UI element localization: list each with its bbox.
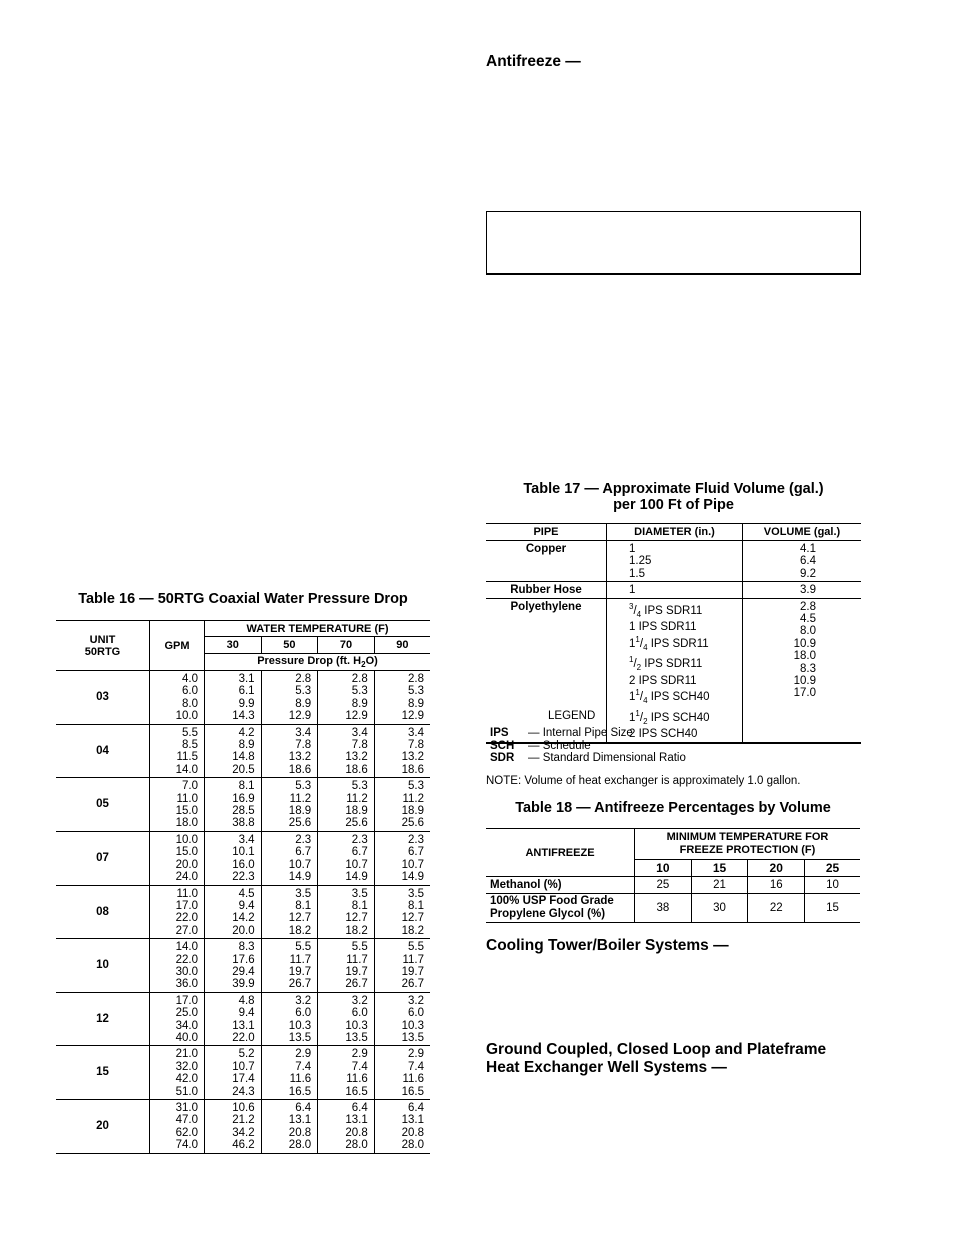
t30-cell: 4.5 9.4 14.2 20.0	[205, 885, 262, 939]
copper-volumes: 4.1 6.4 9.2	[743, 541, 862, 582]
temp-25-header: 25	[805, 860, 860, 877]
t50-cell: 2.8 5.3 8.9 12.9	[261, 671, 318, 725]
t50-cell: 3.2 6.0 10.3 13.5	[261, 992, 318, 1046]
temp-15-header: 15	[691, 860, 748, 877]
t30-cell: 3.1 6.1 9.9 14.3	[205, 671, 262, 725]
table-row	[56, 724, 430, 778]
rubber-diameter: 1	[607, 582, 743, 598]
temp-90-header: 90	[374, 637, 430, 654]
temp-70-header: 70	[318, 637, 375, 654]
table-row	[56, 1100, 430, 1154]
t70-cell: 5.3 11.2 18.9 25.6	[318, 778, 375, 832]
volume-header: VOLUME (gal.)	[743, 524, 862, 541]
t50-cell: 2.9 7.4 11.6 16.5	[261, 1046, 318, 1100]
gpm-cell: 17.0 25.0 34.0 40.0	[150, 992, 205, 1046]
unit-cell: 04	[96, 744, 109, 757]
t90-cell: 5.3 11.2 18.9 25.6	[374, 778, 430, 832]
t90-cell: 2.3 6.7 10.7 14.9	[374, 831, 430, 885]
t70-cell: 6.4 13.1 20.8 28.0	[318, 1100, 375, 1154]
unit-cell: 20	[96, 1120, 109, 1133]
t50-cell: 5.3 11.2 18.9 25.6	[261, 778, 318, 832]
table16-title: Table 16 — 50RTG Coaxial Water Pressure Drop	[78, 591, 408, 607]
table17-note: NOTE: Volume of heat exchanger is approximately 1.0 gallon.	[486, 775, 801, 787]
table18-antifreeze	[486, 828, 860, 923]
methanol-label: Methanol (%)	[490, 879, 562, 891]
table-row	[486, 894, 860, 923]
t30-cell: 4.8 9.4 13.1 22.0	[205, 992, 262, 1046]
gpm-cell: 11.0 17.0 22.0 27.0	[150, 885, 205, 939]
gpm-cell: 7.0 11.0 15.0 18.0	[150, 778, 205, 832]
unit-header: UNIT 50RTG	[84, 633, 121, 658]
table17-fluid-volume	[486, 523, 861, 744]
t50-cell: 5.5 11.7 19.7 26.7	[261, 939, 318, 993]
poly-diameters: $^3/_4$ IPS SDR11 1 IPS SDR11 $1^1/_4$ IPS SDR11 $^1/_2$ IPS SDR11 2 IPS SDR11 $1^1/_4$ IPS SCH40 $1^1/_2$ IPS SCH40 2 IPS SCH40	[607, 598, 743, 742]
methanol-20: 16	[748, 877, 805, 894]
t70-cell: 3.4 7.8 13.2 18.6	[318, 724, 375, 778]
heading-ground-coupled: Ground Coupled, Closed Loop and Plateframe Heat Exchanger Well Systems —	[486, 1041, 827, 1076]
pipe-header: PIPE	[533, 526, 559, 538]
gpm-cell: 10.0 15.0 20.0 24.0	[150, 831, 205, 885]
pipe-polyethylene: Polyethylene	[510, 600, 582, 613]
table-row	[56, 1046, 430, 1100]
temp-10-header: 10	[635, 860, 692, 877]
legend-title: LEGEND	[548, 710, 596, 722]
pipe-rubber-hose: Rubber Hose	[510, 584, 582, 597]
t90-cell: 3.2 6.0 10.3 13.5	[374, 992, 430, 1046]
t90-cell: 2.8 5.3 8.9 12.9	[374, 671, 430, 725]
temp-30-header: 30	[205, 637, 262, 654]
table17-title: Table 17 — Approximate Fluid Volume (gal.) per 100 Ft of Pipe	[523, 481, 824, 513]
unit-cell: 03	[96, 691, 109, 704]
gpm-header: GPM	[150, 621, 205, 671]
legend-list	[490, 727, 686, 765]
t70-cell: 5.5 11.7 19.7 26.7	[318, 939, 375, 993]
methanol-25: 10	[805, 877, 860, 894]
table-row	[56, 671, 430, 725]
gpm-cell: 5.5 8.5 11.5 14.0	[150, 724, 205, 778]
t30-cell: 5.2 10.7 17.4 24.3	[205, 1046, 262, 1100]
legend-item: SDR — Standard Dimensional Ratio	[490, 752, 686, 765]
t70-cell: 2.3 6.7 10.7 14.9	[318, 831, 375, 885]
gpm-cell: 31.0 47.0 62.0 74.0	[150, 1100, 205, 1154]
t70-cell: 2.8 5.3 8.9 12.9	[318, 671, 375, 725]
poly-volumes: 2.8 4.5 8.0 10.9 18.0 8.3 10.9 17.0	[743, 598, 862, 742]
t90-cell: 3.4 7.8 13.2 18.6	[374, 724, 430, 778]
legend-item: IPS — Internal Pipe Size	[490, 727, 633, 739]
table-row	[56, 778, 430, 832]
heading-antifreeze: Antifreeze —	[486, 53, 581, 70]
empty-notice-box	[486, 211, 861, 275]
propylene-10: 38	[635, 894, 692, 923]
methanol-10: 25	[635, 877, 692, 894]
table-row	[56, 885, 430, 939]
t90-cell: 3.5 8.1 12.7 18.2	[374, 885, 430, 939]
diameter-header: DIAMETER (in.)	[607, 524, 743, 541]
copper-diameters: 1 1.25 1.5	[607, 541, 743, 582]
t50-cell: 6.4 13.1 20.8 28.0	[261, 1100, 318, 1154]
antifreeze-header: ANTIFREEZE	[525, 846, 595, 859]
temp-50-header: 50	[261, 637, 318, 654]
rubber-volume: 3.9	[743, 582, 862, 598]
unit-cell: 12	[96, 1012, 109, 1025]
unit-cell: 08	[96, 905, 109, 918]
table-row	[56, 992, 430, 1046]
table-row	[486, 541, 861, 582]
water-temp-header: WATER TEMPERATURE (F)	[205, 621, 431, 637]
propylene-25: 15	[805, 894, 860, 923]
t70-cell: 3.2 6.0 10.3 13.5	[318, 992, 375, 1046]
propylene-15: 30	[691, 894, 748, 923]
t30-cell: 8.1 16.9 28.5 38.8	[205, 778, 262, 832]
gpm-cell: 4.0 6.0 8.0 10.0	[150, 671, 205, 725]
min-temp-header: MINIMUM TEMPERATURE FOR FREEZE PROTECTION (F)	[635, 829, 861, 860]
t30-cell: 4.2 8.9 14.8 20.5	[205, 724, 262, 778]
t50-cell: 3.5 8.1 12.7 18.2	[261, 885, 318, 939]
propylene-label: 100% USP Food Grade Propylene Glycol (%)	[490, 895, 614, 920]
gpm-cell: 21.0 32.0 42.0 51.0	[150, 1046, 205, 1100]
t30-cell: 10.6 21.2 34.2 46.2	[205, 1100, 262, 1154]
gpm-cell: 14.0 22.0 30.0 36.0	[150, 939, 205, 993]
table-row	[486, 582, 861, 598]
table18-title: Table 18 — Antifreeze Percentages by Volume	[515, 800, 831, 816]
unit-cell: 05	[96, 798, 109, 811]
t50-cell: 2.3 6.7 10.7 14.9	[261, 831, 318, 885]
t90-cell: 5.5 11.7 19.7 26.7	[374, 939, 430, 993]
unit-cell: 10	[96, 959, 109, 972]
table16-pressure-drop	[56, 620, 430, 1154]
table-row	[56, 831, 430, 885]
t30-cell: 8.3 17.6 29.4 39.9	[205, 939, 262, 993]
legend-item: SCH — Schedule	[490, 739, 591, 752]
methanol-15: 21	[691, 877, 748, 894]
table-row	[486, 877, 860, 894]
pipe-copper: Copper	[525, 543, 567, 555]
temp-20-header: 20	[748, 860, 805, 877]
unit-cell: 15	[96, 1066, 109, 1079]
t90-cell: 2.9 7.4 11.6 16.5	[374, 1046, 430, 1100]
propylene-20: 22	[748, 894, 805, 923]
t50-cell: 3.4 7.8 13.2 18.6	[261, 724, 318, 778]
heading-cooling-tower: Cooling Tower/Boiler Systems —	[486, 937, 729, 954]
t90-cell: 6.4 13.1 20.8 28.0	[374, 1100, 430, 1154]
table-row	[486, 598, 861, 742]
table-row	[56, 939, 430, 993]
t70-cell: 3.5 8.1 12.7 18.2	[318, 885, 375, 939]
pressure-drop-header: Pressure Drop (ft. $H_2O$)	[205, 654, 431, 671]
t70-cell: 2.9 7.4 11.6 16.5	[318, 1046, 375, 1100]
t30-cell: 3.4 10.1 16.0 22.3	[205, 831, 262, 885]
unit-cell: 07	[96, 851, 109, 864]
